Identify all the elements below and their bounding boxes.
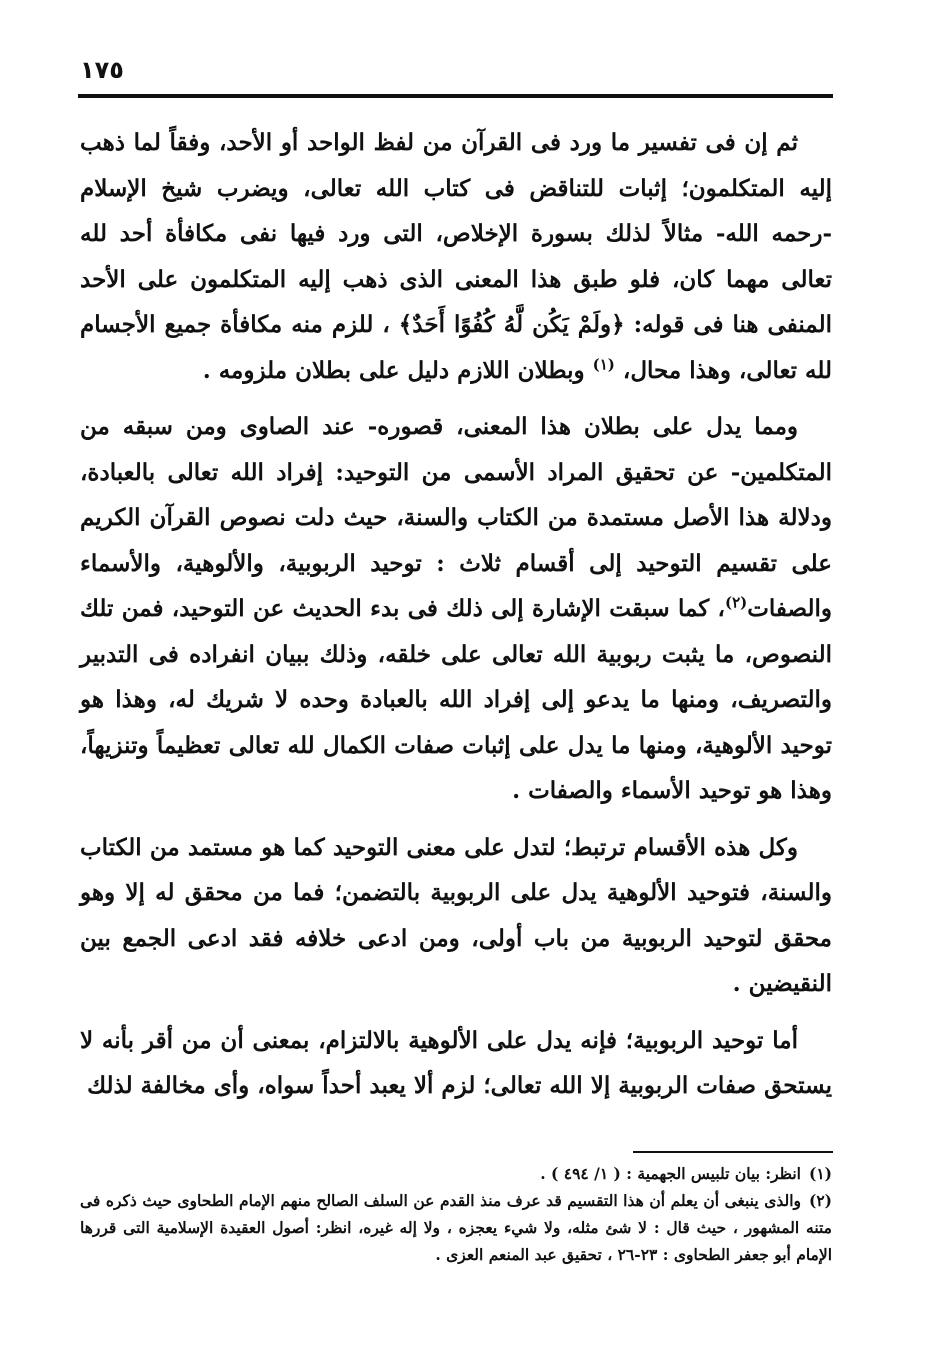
paragraph-text: ، للزم منه مكافأة جميع الأجسام لله تعالى، وهذا محال، bbox=[80, 311, 832, 384]
footnote-text: انظر: بيان تلبيس الجهمية : ( ١/ ٤٩٤ ) . bbox=[540, 1164, 801, 1183]
paragraph-text: وبطلان اللازم دليل على بطلان ملزومه . bbox=[202, 356, 585, 384]
footnote-separator bbox=[633, 1151, 833, 1153]
quran-verse: ﴿ولَمْ يَكُن لَّهُ كُفُوًا أَحَدٌ﴾ bbox=[398, 311, 625, 338]
paragraph-text: أما توحيد الربوبية؛ فإنه يدل على الألوهية بالالتزام، بمعنى أن من أقر بأنه لا يستحق صفات الربوبية إلا الله تعالى؛ لزم ألا يعبد أحداً سواه، وأى مخالفة لذلك bbox=[80, 1026, 832, 1099]
footnote-reference-2: (٢) bbox=[724, 593, 748, 612]
footnote-reference-1: (١) bbox=[592, 354, 615, 373]
paragraph-3 bbox=[80, 825, 832, 1007]
paragraph-text: ، كما سبقت الإشارة إلى ذلك فى بدء الحديث عن التوحيد، فمن تلك النصوص، ما يثبت ربوبية الله تعالى على خلقه، وذلك ببيان انفراده فى التدبير والتصريف، ومنها ما يدعو إلى إفراد الله بالعبادة وحده لا شريك له، وهذا هو توحيد الألوهية، ومنها ما يدل على إثبات صفات الكمال لله تعالى تعظيماً وتنزيهاً، وهذا هو توحيد الأسماء والصفات . bbox=[80, 595, 832, 804]
footnote-text: والذى ينبغى أن يعلم أن هذا التقسيم قد عرف منذ القدم عن السلف الصالح منهم الإمام الطحاوى حيث ذكره فى متنه المشهور ، حيث قال : لا شئ مثله، ولا شيء يعجزه ، ولا إله غيره، انظر: أصول العقيدة الإسلامية التى قررها الإمام أبو جعفر الطحاوى : ٢٣-٢٦ ، تحقيق عبد المنعم العزى . bbox=[80, 1191, 832, 1264]
paragraph-2 bbox=[80, 404, 832, 814]
footnote-number: (١) bbox=[808, 1164, 832, 1183]
header-rule bbox=[78, 94, 833, 98]
footnote-2 bbox=[80, 1187, 832, 1268]
footnotes bbox=[80, 1160, 832, 1268]
paragraph-1 bbox=[80, 120, 832, 393]
paragraph-text: ثم إن فى تفسير ما ورد فى القرآن من لفظ الواحد أو الأحد، وفقاً لما ذهب إليه المتكلمون؛ إثبات للتناقض فى كتاب الله تعالى، ويضرب شيخ الإسلام -رحمه الله- مثالاً لذلك بسورة الإخلاص، التى ورد فيها نفى مكافأة أحد لله تعالى مهما كان، فلو طبق هذا المعنى الذى ذهب إليه المتكلمون على الأحد المنفى هنا فى قوله: bbox=[80, 129, 832, 338]
footnote-number: (٢) bbox=[808, 1191, 832, 1210]
paragraph-4 bbox=[80, 1018, 832, 1109]
paragraph-text: وكل هذه الأقسام ترتبط؛ لتدل على معنى التوحيد كما هو مستمد من الكتاب والسنة، فتوحيد الألوهية يدل على الربوبية بالتضمن؛ فما من محقق له إلا وهو محقق لتوحيد الربوبية من باب أولى، ومن ادعى خلافه فقد ادعى الجمع بين النقيضين . bbox=[80, 833, 832, 997]
main-text bbox=[80, 120, 832, 1120]
footnote-1 bbox=[80, 1160, 832, 1187]
paragraph-text: ومما يدل على بطلان هذا المعنى، قصوره- عند الصاوى ومن سبقه من المتكلمين- عن تحقيق المراد الأسمى من التوحيد: إفراد الله تعالى بالعبادة، ودلالة هذا الأصل مستمدة من الكتاب والسنة، حيث دلت نصوص القرآن الكريم على تقسيم التوحيد إلى أقسام ثلاث : توحيد الربوبية، والألوهية، والأسماء والصفات bbox=[80, 413, 832, 622]
page-number: ١٧٥ bbox=[80, 56, 124, 84]
